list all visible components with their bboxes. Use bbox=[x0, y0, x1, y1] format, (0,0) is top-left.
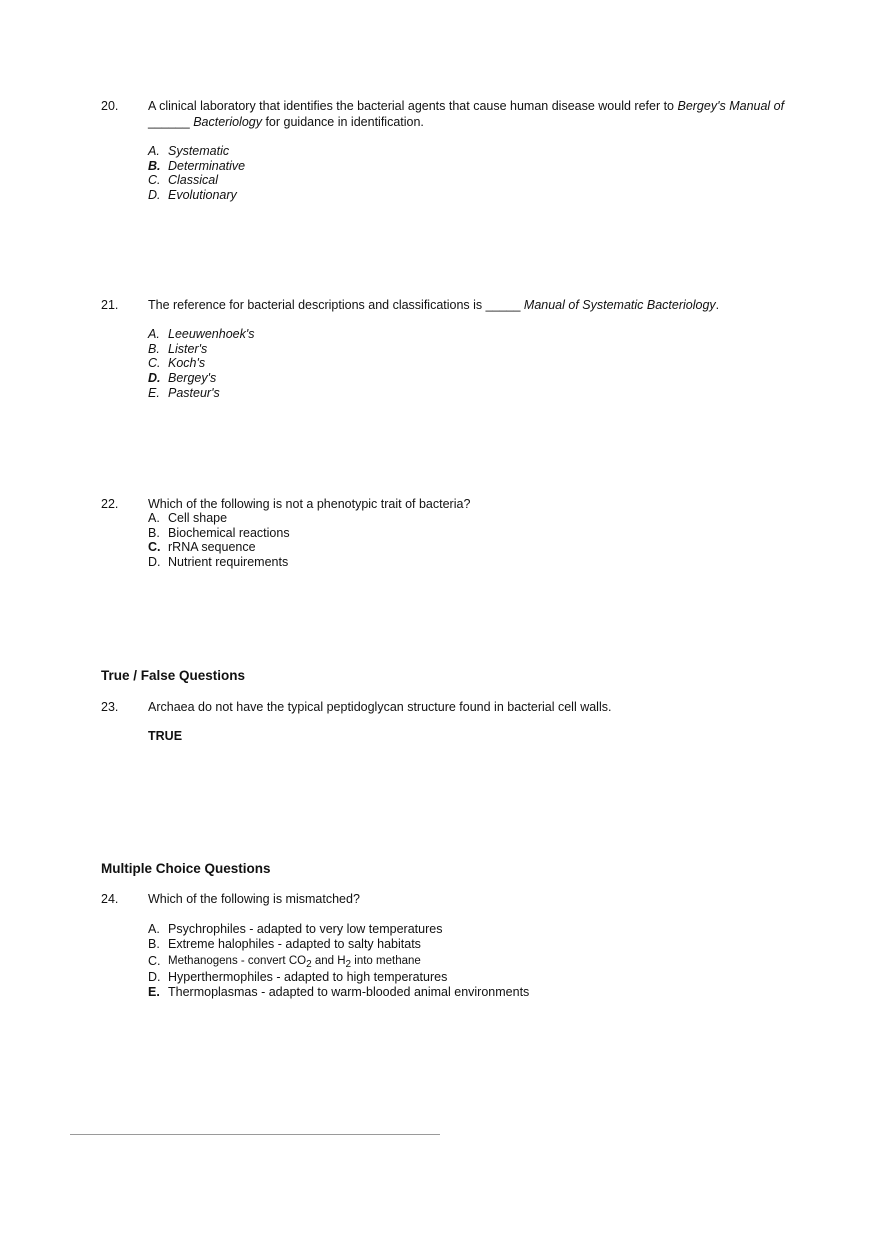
subscript: 2 bbox=[306, 959, 312, 971]
option-text: Bergey's bbox=[168, 371, 217, 386]
question-20-text-part: A clinical laboratory that identifies the bacterial agents that cause human disease would refer to bbox=[148, 99, 678, 113]
option-text: Determinative bbox=[168, 158, 246, 173]
question-21-options bbox=[148, 327, 254, 400]
option-text: Nutrient requirements bbox=[168, 555, 289, 570]
option-text-part: and H bbox=[311, 955, 346, 968]
option-20-d bbox=[148, 188, 245, 203]
question-21-text-part: The reference for bacterial descriptions and classifications is _____ bbox=[148, 298, 524, 312]
option-21-b bbox=[148, 342, 254, 357]
footer-rule bbox=[70, 1134, 440, 1135]
option-text: Thermoplasmas - adapted to warm-blooded animal environments bbox=[168, 984, 530, 999]
question-21-number: 21. bbox=[101, 298, 119, 312]
option-letter: B. bbox=[148, 158, 161, 173]
option-text: Extreme halophiles - adapted to salty habitats bbox=[168, 936, 421, 951]
option-24-e bbox=[148, 985, 529, 1000]
question-22-number: 22. bbox=[101, 497, 119, 511]
option-letter: C. bbox=[148, 356, 161, 371]
option-text-part: Methanogens - convert CO bbox=[168, 955, 307, 968]
question-20-text-end: for guidance in identification. bbox=[261, 114, 424, 129]
option-21-e bbox=[148, 386, 254, 401]
option-20-c bbox=[148, 173, 245, 188]
option-letter: C. bbox=[148, 954, 161, 969]
option-letter: E. bbox=[148, 984, 160, 999]
option-24-c bbox=[148, 954, 529, 970]
option-letter: A. bbox=[148, 144, 160, 158]
option-21-a bbox=[148, 327, 254, 342]
question-20-text-italic: Bergey's Manual of bbox=[677, 99, 785, 113]
question-20-options bbox=[148, 144, 245, 203]
question-20-text-italic-2: Bacteriology bbox=[193, 114, 262, 129]
option-letter: E. bbox=[148, 385, 160, 400]
option-letter: D. bbox=[148, 371, 161, 386]
option-text: Biochemical reactions bbox=[168, 525, 290, 540]
question-20-blank: ______ bbox=[148, 114, 194, 129]
question-20-number: 20. bbox=[101, 99, 119, 113]
option-letter: D. bbox=[148, 188, 161, 203]
option-22-b bbox=[148, 526, 290, 541]
option-text: Psychrophiles - adapted to very low temperatures bbox=[168, 922, 443, 936]
question-22-text: Which of the following is not a phenotypic trait of bacteria? bbox=[148, 497, 471, 511]
option-letter: A. bbox=[148, 511, 160, 525]
option-24-a bbox=[148, 922, 529, 937]
option-24-b bbox=[148, 937, 529, 952]
option-letter: B. bbox=[148, 936, 160, 951]
option-letter: C. bbox=[148, 173, 161, 188]
question-24-text: Which of the following is mismatched? bbox=[148, 892, 360, 906]
option-text: Classical bbox=[168, 173, 219, 188]
option-text: Pasteur's bbox=[168, 385, 220, 400]
option-text: rRNA sequence bbox=[168, 540, 256, 555]
option-text: Leeuwenhoek's bbox=[168, 327, 255, 341]
option-letter: D. bbox=[148, 969, 161, 984]
option-text: Hyperthermophiles - adapted to high temperatures bbox=[168, 969, 448, 984]
option-21-c bbox=[148, 356, 254, 371]
section-heading-multiple-choice: Multiple Choice Questions bbox=[101, 861, 271, 876]
section-heading-true-false: True / False Questions bbox=[101, 668, 246, 683]
question-24-number: 24. bbox=[101, 892, 119, 906]
option-letter: D. bbox=[148, 555, 161, 570]
option-22-a bbox=[148, 511, 290, 526]
option-letter: C. bbox=[148, 540, 161, 555]
subscript: 2 bbox=[345, 959, 352, 971]
option-letter: B. bbox=[148, 525, 160, 540]
option-text bbox=[168, 954, 421, 970]
question-21-text-italic: Manual of Systematic Bacteriology bbox=[523, 298, 716, 312]
question-24-options bbox=[148, 922, 529, 999]
question-22-options bbox=[148, 511, 290, 570]
option-20-b bbox=[148, 159, 245, 174]
option-text: Koch's bbox=[168, 356, 206, 371]
option-20-a bbox=[148, 144, 245, 159]
option-letter: A. bbox=[148, 922, 160, 936]
question-23-answer: TRUE bbox=[148, 729, 183, 743]
option-text: Evolutionary bbox=[168, 188, 237, 203]
option-22-c bbox=[148, 540, 290, 555]
option-text-part: into methane bbox=[351, 955, 421, 968]
question-21-text-end: . bbox=[715, 298, 720, 312]
question-21-text bbox=[148, 298, 788, 313]
question-23-number: 23. bbox=[101, 700, 119, 714]
option-text: Lister's bbox=[168, 341, 208, 356]
option-21-d bbox=[148, 371, 254, 386]
question-20-text bbox=[148, 99, 788, 130]
option-text: Systematic bbox=[168, 144, 230, 158]
question-23-text: Archaea do not have the typical peptidoglycan structure found in bacterial cell walls. bbox=[148, 700, 612, 714]
option-text: Cell shape bbox=[168, 511, 228, 525]
option-22-d bbox=[148, 555, 290, 570]
option-letter: A. bbox=[148, 327, 160, 341]
option-24-d bbox=[148, 970, 529, 985]
option-letter: B. bbox=[148, 341, 160, 356]
